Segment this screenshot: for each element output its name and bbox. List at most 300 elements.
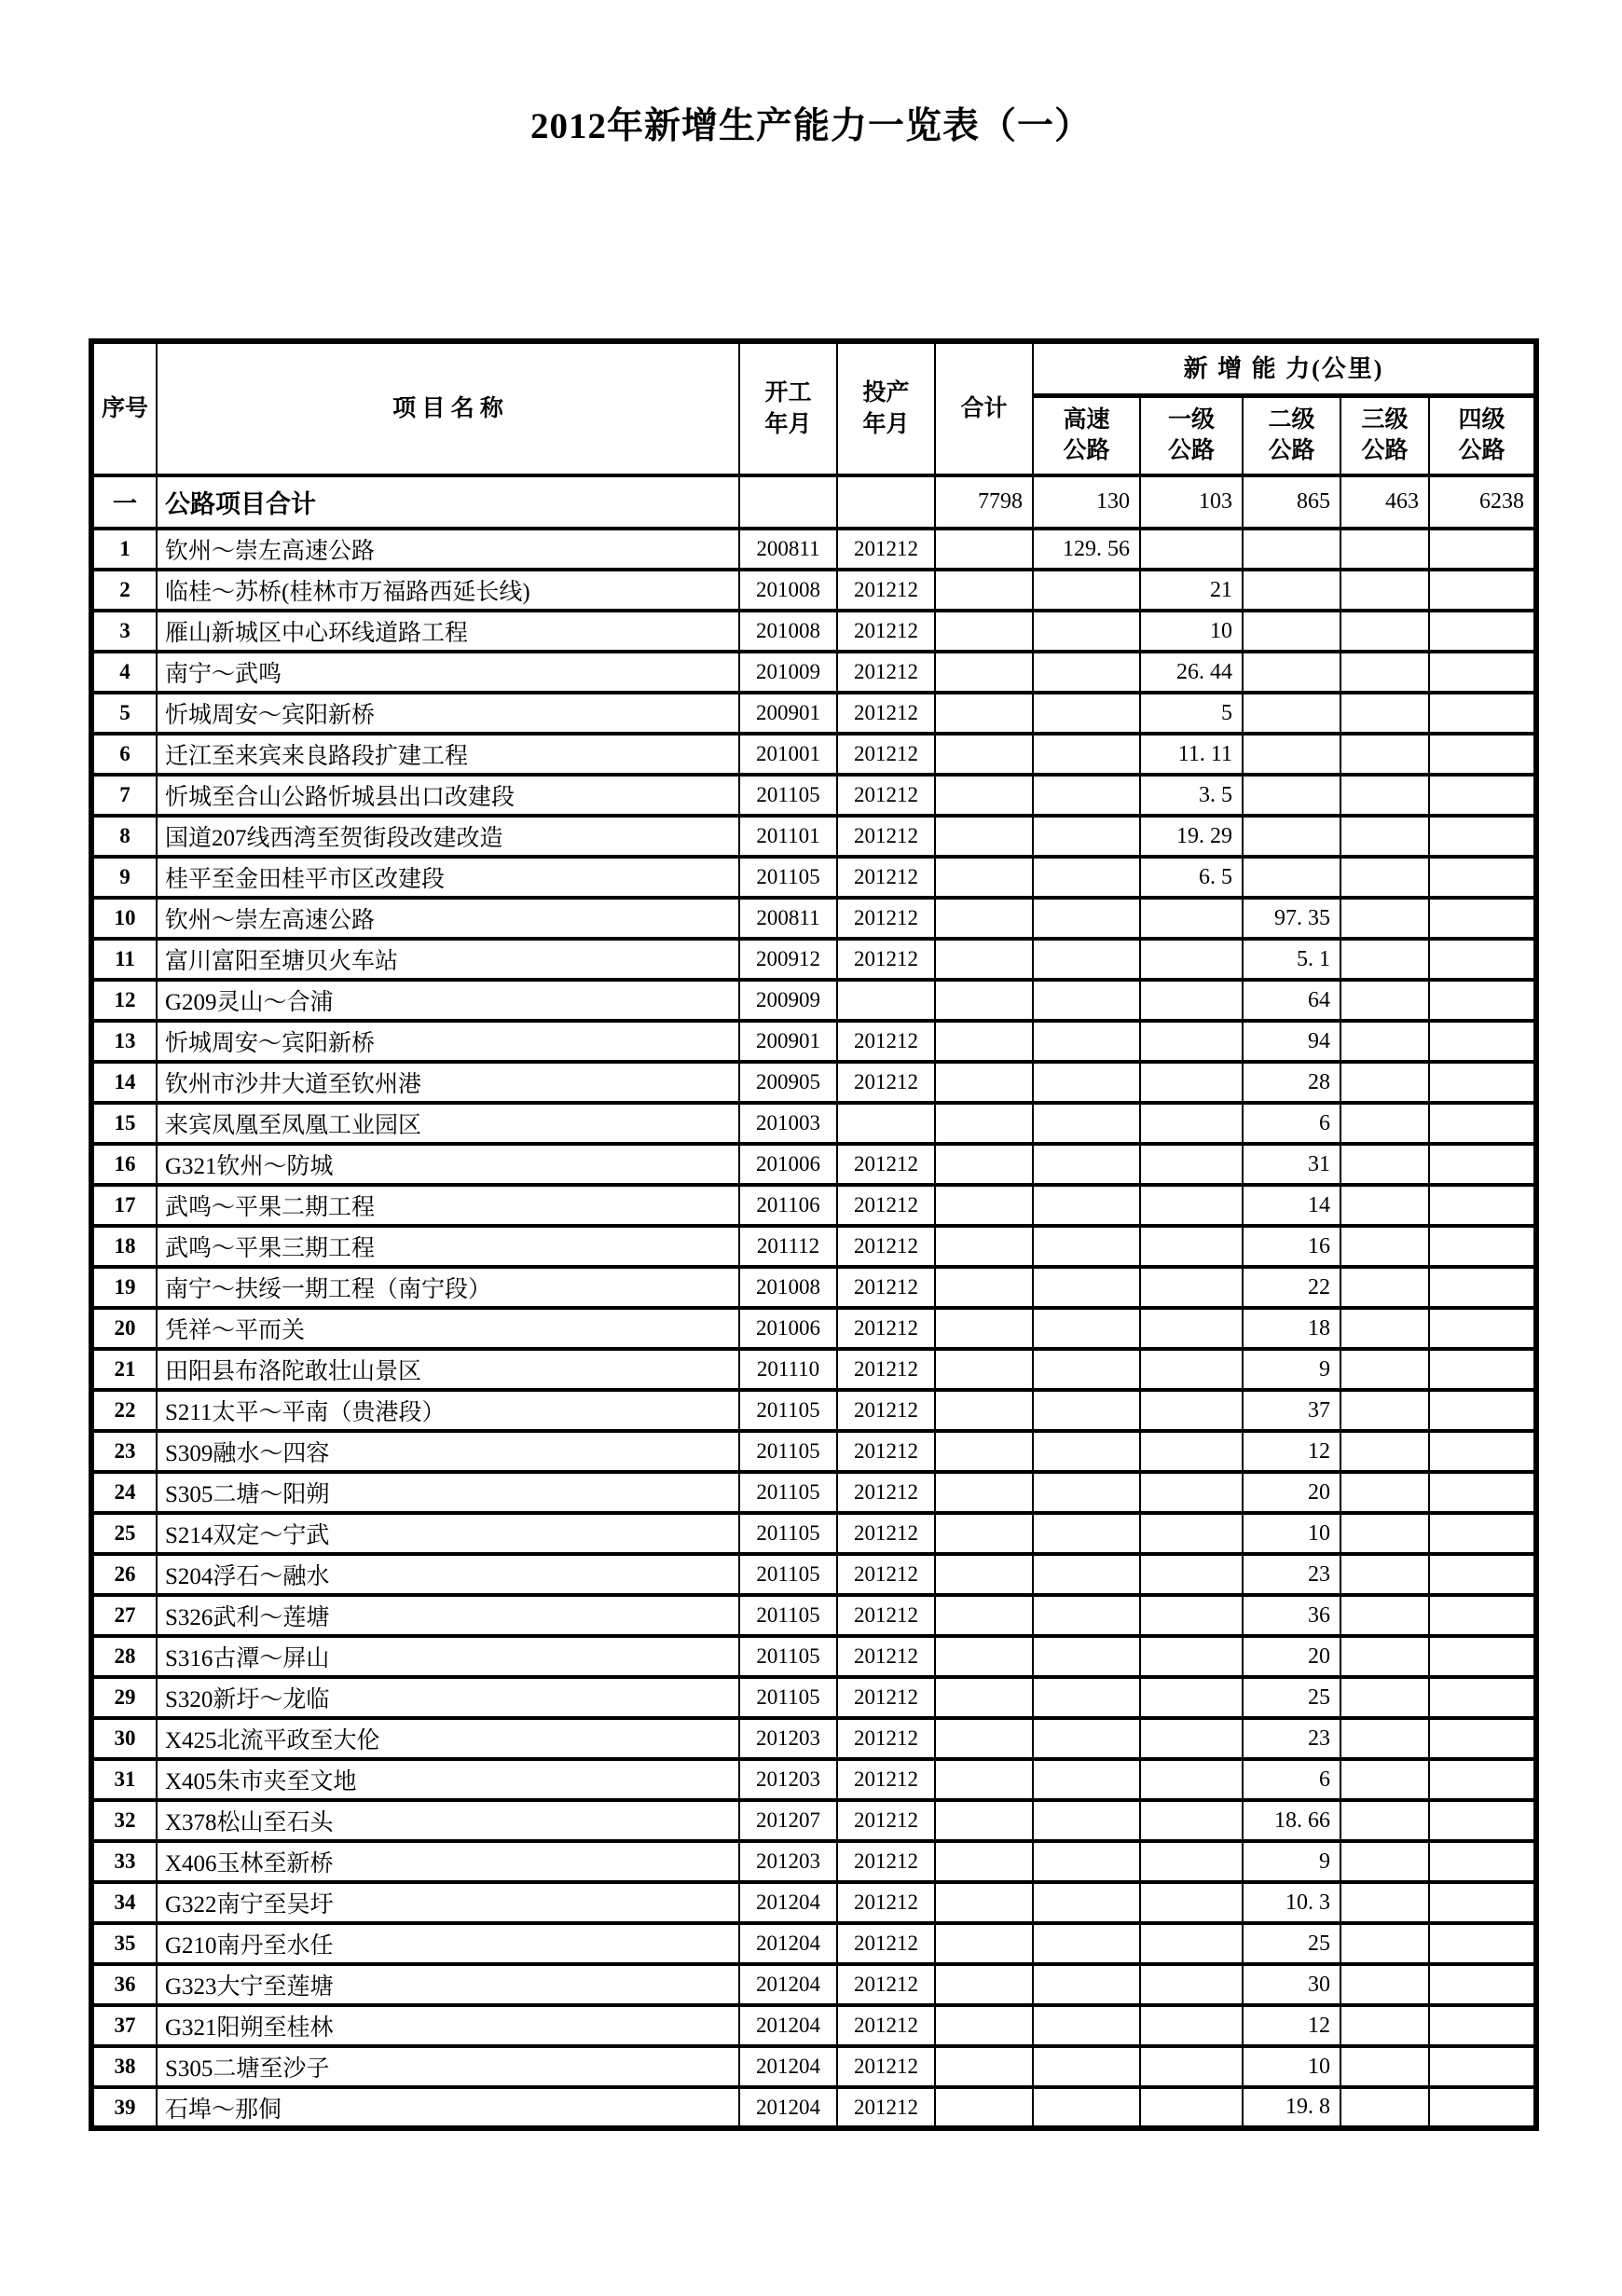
grade2-cell: 37 xyxy=(1243,1390,1340,1431)
col-header-start-line2: 年月 xyxy=(764,411,812,437)
prod-date-cell: 201212 xyxy=(837,857,935,898)
total-cell xyxy=(935,734,1033,775)
project-name-cell: X425北流平政至大伦 xyxy=(157,1718,739,1759)
grade4-cell: 6238 xyxy=(1429,475,1536,529)
grade3-cell xyxy=(1340,2046,1429,2087)
grade2-cell: 16 xyxy=(1243,1226,1340,1267)
prod-date-cell: 201212 xyxy=(837,611,935,652)
grade3-cell xyxy=(1340,652,1429,693)
table-row xyxy=(91,898,1536,939)
project-name-cell: S211太平～平南（贵港段） xyxy=(157,1390,739,1431)
start-date-cell: 201203 xyxy=(739,1841,837,1882)
project-name-cell: X405朱市夹至文地 xyxy=(157,1759,739,1800)
start-date-cell: 201008 xyxy=(739,1267,837,1308)
grade2-cell: 10 xyxy=(1243,2046,1340,2087)
grade1-cell xyxy=(1140,1390,1243,1431)
grade2-cell: 20 xyxy=(1243,1472,1340,1513)
grade2-cell: 12 xyxy=(1243,2005,1340,2046)
prod-date-cell: 201212 xyxy=(837,652,935,693)
grade1-cell xyxy=(1140,1677,1243,1718)
grade3-cell xyxy=(1340,1267,1429,1308)
grade1-cell xyxy=(1140,2087,1243,2128)
prod-date-cell: 201212 xyxy=(837,1349,935,1390)
start-date-cell: 201204 xyxy=(739,1964,837,2005)
grade4-cell xyxy=(1429,1185,1536,1226)
grade3-cell xyxy=(1340,1554,1429,1595)
table-row xyxy=(91,652,1536,693)
grade4-cell xyxy=(1429,1841,1536,1882)
serial-cell: 12 xyxy=(91,980,157,1021)
expressway-cell xyxy=(1033,611,1140,652)
serial-cell: 3 xyxy=(91,611,157,652)
table-row xyxy=(91,1349,1536,1390)
serial-cell: 29 xyxy=(91,1677,157,1718)
total-cell xyxy=(935,1554,1033,1595)
expressway-cell xyxy=(1033,1554,1140,1595)
start-date-cell: 200912 xyxy=(739,939,837,980)
table-row xyxy=(91,529,1536,570)
grade3-cell xyxy=(1340,1759,1429,1800)
start-date-cell: 201105 xyxy=(739,1431,837,1472)
serial-cell: 15 xyxy=(91,1103,157,1144)
total-cell xyxy=(935,1964,1033,2005)
serial-cell: 28 xyxy=(91,1636,157,1677)
table-row xyxy=(91,2087,1536,2128)
expressway-cell xyxy=(1033,2005,1140,2046)
grade2-cell: 18. 66 xyxy=(1243,1800,1340,1841)
grade4-cell xyxy=(1429,1595,1536,1636)
prod-date-cell: 201212 xyxy=(837,1513,935,1554)
table-row xyxy=(91,693,1536,734)
project-name-cell: 武鸣～平果二期工程 xyxy=(157,1185,739,1226)
serial-cell: 21 xyxy=(91,1349,157,1390)
grade4-cell xyxy=(1429,1472,1536,1513)
prod-date-cell: 201212 xyxy=(837,1800,935,1841)
grade3-cell xyxy=(1340,1923,1429,1964)
expressway-cell xyxy=(1033,2087,1140,2128)
grade3-cell xyxy=(1340,1226,1429,1267)
total-cell xyxy=(935,529,1033,570)
grade3-cell xyxy=(1340,898,1429,939)
start-date-cell: 200909 xyxy=(739,980,837,1021)
grade4-cell xyxy=(1429,1923,1536,1964)
start-date-cell: 201204 xyxy=(739,1923,837,1964)
start-date-cell: 201105 xyxy=(739,857,837,898)
expressway-cell xyxy=(1033,1800,1140,1841)
grade4-cell xyxy=(1429,857,1536,898)
grade4-cell xyxy=(1429,1718,1536,1759)
grade2-cell: 36 xyxy=(1243,1595,1340,1636)
grade2-cell: 23 xyxy=(1243,1554,1340,1595)
start-date-cell: 201006 xyxy=(739,1144,837,1185)
grade3-cell xyxy=(1340,1144,1429,1185)
project-name-cell: 临桂～苏桥(桂林市万福路西延长线) xyxy=(157,570,739,611)
grade4-cell xyxy=(1429,1390,1536,1431)
prod-date-cell xyxy=(837,475,935,529)
grade4-cell xyxy=(1429,1964,1536,2005)
serial-cell: 31 xyxy=(91,1759,157,1800)
grade4-cell xyxy=(1429,2046,1536,2087)
start-date-cell: 200905 xyxy=(739,1062,837,1103)
table-row xyxy=(91,1718,1536,1759)
serial-cell: 36 xyxy=(91,1964,157,2005)
expressway-cell xyxy=(1033,1021,1140,1062)
col-header-grade1 xyxy=(1140,395,1243,475)
project-name-cell: G323大宁至莲塘 xyxy=(157,1964,739,2005)
total-cell xyxy=(935,1144,1033,1185)
grade2-cell: 28 xyxy=(1243,1062,1340,1103)
grade2-cell: 22 xyxy=(1243,1267,1340,1308)
grade3-cell xyxy=(1340,1390,1429,1431)
prod-date-cell: 201212 xyxy=(837,2087,935,2128)
grade3-cell xyxy=(1340,1636,1429,1677)
total-cell xyxy=(935,1021,1033,1062)
start-date-cell: 201105 xyxy=(739,775,837,816)
grade4-cell xyxy=(1429,570,1536,611)
col-header-capacity-group: 新 增 能 力(公里) xyxy=(1033,341,1536,395)
expressway-cell xyxy=(1033,857,1140,898)
grade1-cell xyxy=(1140,1882,1243,1923)
col-header-grade2 xyxy=(1243,395,1340,475)
grade1-cell: 21 xyxy=(1140,570,1243,611)
expressway-cell xyxy=(1033,816,1140,857)
grade3-cell xyxy=(1340,1349,1429,1390)
prod-date-cell: 201212 xyxy=(837,816,935,857)
expressway-cell xyxy=(1033,1513,1140,1554)
table-row xyxy=(91,734,1536,775)
start-date-cell: 201204 xyxy=(739,1882,837,1923)
total-cell xyxy=(935,1636,1033,1677)
grade1-cell xyxy=(1140,1431,1243,1472)
table-row xyxy=(91,2046,1536,2087)
grade4-cell xyxy=(1429,898,1536,939)
table-row xyxy=(91,1267,1536,1308)
grade3-cell xyxy=(1340,1021,1429,1062)
total-cell xyxy=(935,816,1033,857)
col-header-grade4-line2: 公路 xyxy=(1458,438,1505,464)
grade3-cell xyxy=(1340,1472,1429,1513)
grade2-cell: 14 xyxy=(1243,1185,1340,1226)
expressway-cell xyxy=(1033,693,1140,734)
expressway-cell xyxy=(1033,1349,1140,1390)
grade2-cell: 30 xyxy=(1243,1964,1340,2005)
grade4-cell xyxy=(1429,2005,1536,2046)
grade4-cell xyxy=(1429,1759,1536,1800)
grade2-cell: 18 xyxy=(1243,1308,1340,1349)
project-name-cell: 国道207线西湾至贺街段改建改造 xyxy=(157,816,739,857)
grade3-cell xyxy=(1340,1841,1429,1882)
grade3-cell xyxy=(1340,1062,1429,1103)
project-name-cell: G210南丹至水任 xyxy=(157,1923,739,1964)
project-name-cell: S305二塘～阳朔 xyxy=(157,1472,739,1513)
table-row xyxy=(91,570,1536,611)
grade1-cell xyxy=(1140,939,1243,980)
grade3-cell xyxy=(1340,693,1429,734)
grade3-cell xyxy=(1340,529,1429,570)
grade3-cell xyxy=(1340,1513,1429,1554)
expressway-cell: 130 xyxy=(1033,475,1140,529)
grade1-cell xyxy=(1140,2046,1243,2087)
total-cell: 7798 xyxy=(935,475,1033,529)
start-date-cell: 201008 xyxy=(739,570,837,611)
grade2-cell xyxy=(1243,570,1340,611)
table-row xyxy=(91,1554,1536,1595)
total-cell xyxy=(935,1718,1033,1759)
col-header-grade2-line1: 二级 xyxy=(1268,406,1315,433)
serial-cell: 2 xyxy=(91,570,157,611)
total-cell xyxy=(935,1882,1033,1923)
prod-date-cell: 201212 xyxy=(837,1964,935,2005)
serial-cell: 33 xyxy=(91,1841,157,1882)
grade1-cell xyxy=(1140,1718,1243,1759)
grade3-cell xyxy=(1340,1964,1429,2005)
total-cell xyxy=(935,652,1033,693)
table-row xyxy=(91,1431,1536,1472)
grade3-cell xyxy=(1340,1185,1429,1226)
serial-cell: 38 xyxy=(91,2046,157,2087)
serial-cell: 22 xyxy=(91,1390,157,1431)
grade2-cell xyxy=(1243,611,1340,652)
prod-date-cell: 201212 xyxy=(837,775,935,816)
prod-date-cell: 201212 xyxy=(837,2005,935,2046)
grade4-cell xyxy=(1429,693,1536,734)
col-header-serial: 序号 xyxy=(91,341,157,475)
start-date-cell: 201105 xyxy=(739,1472,837,1513)
expressway-cell xyxy=(1033,1144,1140,1185)
table-row xyxy=(91,1185,1536,1226)
col-header-expressway-line1: 高速 xyxy=(1063,406,1110,433)
expressway-cell xyxy=(1033,1103,1140,1144)
serial-cell: 11 xyxy=(91,939,157,980)
grade4-cell xyxy=(1429,1882,1536,1923)
grade2-cell: 97. 35 xyxy=(1243,898,1340,939)
grade2-cell: 20 xyxy=(1243,1636,1340,1677)
total-cell xyxy=(935,693,1033,734)
grade4-cell xyxy=(1429,1062,1536,1103)
table-row xyxy=(91,980,1536,1021)
table-row xyxy=(91,1103,1536,1144)
start-date-cell: 201009 xyxy=(739,652,837,693)
col-header-grade1-line2: 公路 xyxy=(1167,438,1215,464)
start-date-cell: 201003 xyxy=(739,1103,837,1144)
grade1-cell xyxy=(1140,1759,1243,1800)
start-date-cell: 201204 xyxy=(739,2005,837,2046)
expressway-cell: 129. 56 xyxy=(1033,529,1140,570)
grade2-cell xyxy=(1243,775,1340,816)
grade2-cell xyxy=(1243,816,1340,857)
project-name-cell: 忻城周安～宾阳新桥 xyxy=(157,1021,739,1062)
total-cell xyxy=(935,611,1033,652)
grade1-cell xyxy=(1140,1472,1243,1513)
expressway-cell xyxy=(1033,1923,1140,1964)
grade2-cell: 19. 8 xyxy=(1243,2087,1340,2128)
start-date-cell: 201105 xyxy=(739,1677,837,1718)
start-date-cell: 201105 xyxy=(739,1390,837,1431)
grade4-cell xyxy=(1429,1021,1536,1062)
expressway-cell xyxy=(1033,1718,1140,1759)
table-row xyxy=(91,1472,1536,1513)
grade1-cell xyxy=(1140,980,1243,1021)
table-row xyxy=(91,1390,1536,1431)
grade1-cell xyxy=(1140,1349,1243,1390)
expressway-cell xyxy=(1033,1595,1140,1636)
expressway-cell xyxy=(1033,2046,1140,2087)
total-cell xyxy=(935,1103,1033,1144)
serial-cell: 18 xyxy=(91,1226,157,1267)
project-name-cell: S326武利～莲塘 xyxy=(157,1595,739,1636)
grade2-cell: 10. 3 xyxy=(1243,1882,1340,1923)
grade1-cell xyxy=(1140,1636,1243,1677)
start-date-cell: 201112 xyxy=(739,1226,837,1267)
total-cell xyxy=(935,1226,1033,1267)
grade3-cell xyxy=(1340,816,1429,857)
serial-cell: 25 xyxy=(91,1513,157,1554)
total-cell xyxy=(935,1677,1033,1718)
start-date-cell: 200901 xyxy=(739,693,837,734)
table-row xyxy=(91,1759,1536,1800)
start-date-cell: 201203 xyxy=(739,1759,837,1800)
grade4-cell xyxy=(1429,775,1536,816)
prod-date-cell: 201212 xyxy=(837,1144,935,1185)
grade1-cell: 10 xyxy=(1140,611,1243,652)
grade4-cell xyxy=(1429,1636,1536,1677)
project-name-cell: X406玉林至新桥 xyxy=(157,1841,739,1882)
expressway-cell xyxy=(1033,1636,1140,1677)
grade1-cell xyxy=(1140,1554,1243,1595)
table-row xyxy=(91,611,1536,652)
serial-cell: 20 xyxy=(91,1308,157,1349)
total-cell xyxy=(935,898,1033,939)
grade1-cell xyxy=(1140,1103,1243,1144)
grade3-cell xyxy=(1340,939,1429,980)
serial-cell: 27 xyxy=(91,1595,157,1636)
grade4-cell xyxy=(1429,1103,1536,1144)
total-cell xyxy=(935,939,1033,980)
project-name-cell: S305二塘至沙子 xyxy=(157,2046,739,2087)
serial-cell: 6 xyxy=(91,734,157,775)
grade2-cell: 94 xyxy=(1243,1021,1340,1062)
col-header-prod-line2: 年月 xyxy=(862,411,910,437)
total-cell xyxy=(935,1349,1033,1390)
table-row xyxy=(91,1964,1536,2005)
prod-date-cell: 201212 xyxy=(837,1472,935,1513)
project-name-cell: S204浮石～融水 xyxy=(157,1554,739,1595)
grade1-cell: 26. 44 xyxy=(1140,652,1243,693)
grade4-cell xyxy=(1429,1144,1536,1185)
project-name-cell: S316古潭～屏山 xyxy=(157,1636,739,1677)
header-row-top xyxy=(91,341,1536,395)
table-row xyxy=(91,816,1536,857)
expressway-cell xyxy=(1033,1677,1140,1718)
grade1-cell: 3. 5 xyxy=(1140,775,1243,816)
project-name-cell: 迁江至来宾来良路段扩建工程 xyxy=(157,734,739,775)
table-row xyxy=(91,1595,1536,1636)
project-name-cell: 公路项目合计 xyxy=(157,475,739,529)
prod-date-cell: 201212 xyxy=(837,1431,935,1472)
start-date-cell: 200811 xyxy=(739,898,837,939)
col-header-total: 合计 xyxy=(935,341,1033,475)
prod-date-cell: 201212 xyxy=(837,1882,935,1923)
grade1-cell xyxy=(1140,1062,1243,1103)
expressway-cell xyxy=(1033,1431,1140,1472)
project-name-cell: G321钦州～防城 xyxy=(157,1144,739,1185)
grade1-cell xyxy=(1140,529,1243,570)
grade1-cell xyxy=(1140,1923,1243,1964)
grade1-cell: 6. 5 xyxy=(1140,857,1243,898)
prod-date-cell: 201212 xyxy=(837,1267,935,1308)
start-date-cell: 201203 xyxy=(739,1718,837,1759)
prod-date-cell: 201212 xyxy=(837,898,935,939)
grade4-cell xyxy=(1429,939,1536,980)
serial-cell: 7 xyxy=(91,775,157,816)
project-name-cell: S214双定～宁武 xyxy=(157,1513,739,1554)
serial-cell: 37 xyxy=(91,2005,157,2046)
prod-date-cell: 201212 xyxy=(837,1554,935,1595)
grade2-cell: 9 xyxy=(1243,1349,1340,1390)
project-name-cell: 来宾凤凰至凤凰工业园区 xyxy=(157,1103,739,1144)
col-header-expressway-line2: 公路 xyxy=(1063,438,1110,464)
grade3-cell xyxy=(1340,980,1429,1021)
start-date-cell: 200901 xyxy=(739,1021,837,1062)
table-row xyxy=(91,939,1536,980)
grade4-cell xyxy=(1429,1513,1536,1554)
total-cell xyxy=(935,1185,1033,1226)
prod-date-cell: 201212 xyxy=(837,1226,935,1267)
prod-date-cell: 201212 xyxy=(837,1759,935,1800)
serial-cell: 13 xyxy=(91,1021,157,1062)
grade3-cell xyxy=(1340,1431,1429,1472)
grade1-cell xyxy=(1140,1308,1243,1349)
serial-cell: 4 xyxy=(91,652,157,693)
expressway-cell xyxy=(1033,1185,1140,1226)
grade1-cell: 19. 29 xyxy=(1140,816,1243,857)
project-name-cell: 雁山新城区中心环线道路工程 xyxy=(157,611,739,652)
expressway-cell xyxy=(1033,1472,1140,1513)
table-row xyxy=(91,1308,1536,1349)
total-cell xyxy=(935,1308,1033,1349)
total-cell xyxy=(935,1431,1033,1472)
prod-date-cell: 201212 xyxy=(837,570,935,611)
prod-date-cell: 201212 xyxy=(837,1677,935,1718)
table-row xyxy=(91,1841,1536,1882)
expressway-cell xyxy=(1033,775,1140,816)
start-date-cell: 200811 xyxy=(739,529,837,570)
project-name-cell: 石埠～那侗 xyxy=(157,2087,739,2128)
prod-date-cell: 201212 xyxy=(837,1390,935,1431)
project-name-cell: 田阳县布洛陀敢壮山景区 xyxy=(157,1349,739,1390)
project-name-cell: 忻城周安～宾阳新桥 xyxy=(157,693,739,734)
serial-cell: 8 xyxy=(91,816,157,857)
grade3-cell xyxy=(1340,570,1429,611)
start-date-cell: 201105 xyxy=(739,1513,837,1554)
grade4-cell xyxy=(1429,2087,1536,2128)
total-cell xyxy=(935,2087,1033,2128)
table-row xyxy=(91,1677,1536,1718)
total-cell xyxy=(935,1513,1033,1554)
table-row xyxy=(91,1513,1536,1554)
expressway-cell xyxy=(1033,1062,1140,1103)
start-date-cell: 201008 xyxy=(739,611,837,652)
grade4-cell xyxy=(1429,1677,1536,1718)
start-date-cell: 201001 xyxy=(739,734,837,775)
grade3-cell: 463 xyxy=(1340,475,1429,529)
start-date-cell: 201105 xyxy=(739,1554,837,1595)
expressway-cell xyxy=(1033,1267,1140,1308)
grade4-cell xyxy=(1429,529,1536,570)
grade1-cell xyxy=(1140,1021,1243,1062)
table-row xyxy=(91,1021,1536,1062)
grade2-cell: 9 xyxy=(1243,1841,1340,1882)
